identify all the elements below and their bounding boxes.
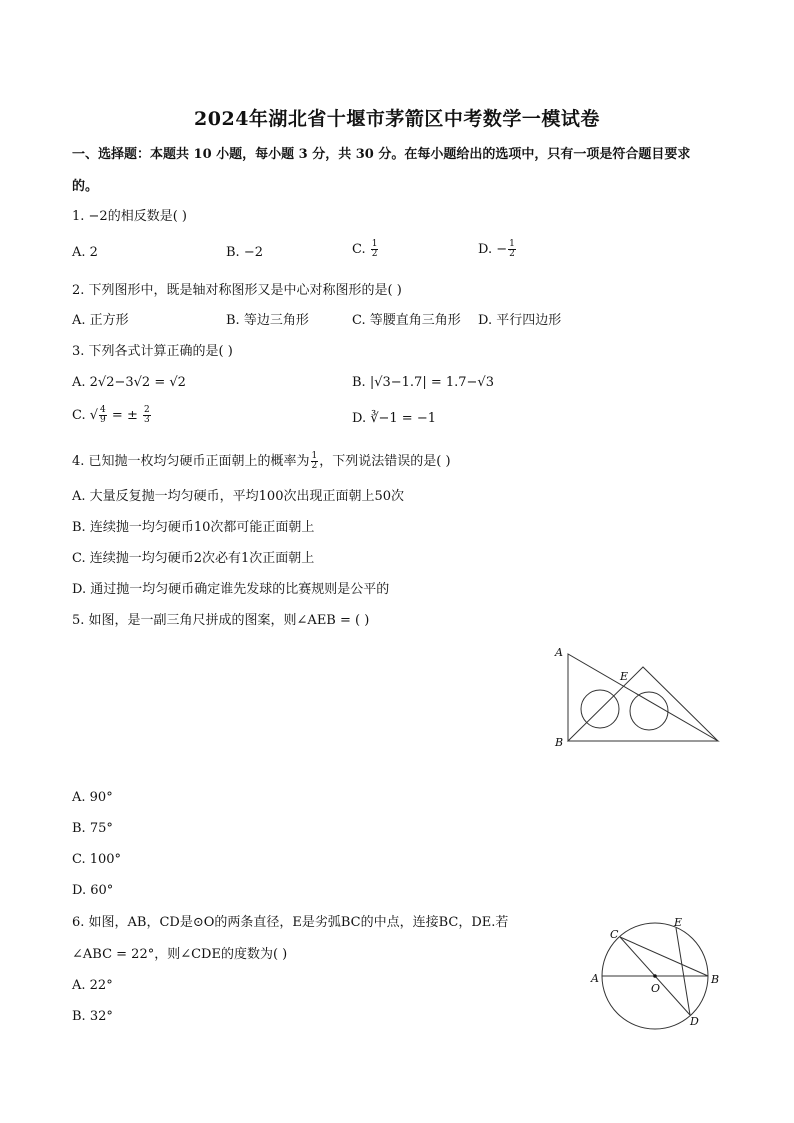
q3-option-c-eq: = ±: [107, 408, 142, 423]
q1-option-c-fraction: [371, 240, 379, 259]
label-e: E: [620, 670, 629, 683]
q1-option-d-prefix: D. −: [478, 242, 508, 257]
frac-denominator: 2: [311, 461, 318, 471]
q3-option-a: A. 2√2−3√2 = √2: [72, 375, 186, 390]
q5-option-d: D. 60°: [72, 883, 114, 898]
label-b: B: [711, 973, 720, 986]
q2-option-b: B. 等边三角形: [226, 313, 309, 328]
q4-stem-post: ，下列说法错误的是( ): [319, 454, 451, 469]
q1-option-b: B. −2: [226, 245, 263, 260]
q3-option-b: B. |√3−1.7| = 1.7−√3: [352, 375, 494, 390]
q4-option-b: B. 连续抛一均匀硬币10次都可能正面朝上: [72, 520, 315, 535]
q1-option-d: [478, 240, 517, 259]
q6-option-a: A. 22°: [72, 978, 113, 993]
triangle-hole-right: [630, 692, 668, 730]
label-a: A: [591, 972, 599, 985]
label-c: C: [610, 928, 619, 941]
frac-numerator: 2: [143, 405, 150, 415]
center-point: [653, 974, 657, 978]
frac-numerator: 1: [371, 239, 378, 249]
q2-option-c: C. 等腰直角三角形: [352, 313, 461, 328]
label-b: B: [555, 736, 564, 749]
frac-denominator: 3: [143, 415, 150, 425]
frac-denominator: 2: [371, 249, 378, 259]
label-e: E: [674, 916, 683, 929]
q6-stem-line1: 6. 如图，AB，CD是⊙O的两条直径，E是劣弧BC的中点，连接BC，DE.若: [72, 915, 509, 930]
q1-option-c-prefix: C.: [352, 242, 370, 257]
label-d: D: [690, 1015, 699, 1028]
q6-option-b: B. 32°: [72, 1009, 113, 1024]
q5-option-b: B. 75°: [72, 821, 113, 836]
frac-numerator: 4: [100, 405, 106, 415]
exam-title: 2024年湖北省十堰市茅箭区中考数学一模试卷: [194, 108, 600, 130]
q3-stem: 3. 下列各式计算正确的是( ): [72, 344, 233, 359]
q1-option-a: A. 2: [72, 245, 98, 260]
q5-option-a: A. 90°: [72, 790, 113, 805]
q2-option-d: D. 平行四边形: [478, 313, 562, 328]
frac-denominator: 9: [100, 415, 106, 425]
q1-option-d-fraction: [508, 240, 516, 259]
q4-stem-fraction: [311, 452, 319, 471]
right-triangle-45: [568, 667, 718, 741]
q5-stem: 5. 如图，是一副三角尺拼成的图案，则∠AEB = ( ): [72, 613, 370, 628]
frac-numerator: 1: [311, 451, 318, 461]
label-o: O: [651, 982, 661, 995]
q3-option-c: [72, 406, 152, 425]
q6-stem-line2: ∠ABC = 22°，则∠CDE的度数为( ): [72, 947, 288, 962]
q4-stem: [72, 452, 451, 471]
q3-option-d: D. ∛−1 = −1: [352, 411, 436, 426]
q4-stem-pre: 4. 已知抛一枚均匀硬币正面朝上的概率为: [72, 454, 310, 469]
q3-option-c-prefix: C.: [72, 408, 90, 423]
sqrt-sign: √: [89, 408, 99, 423]
q4-option-a: A. 大量反复抛一均匀硬币，平均100次出现正面朝上50次: [72, 489, 405, 504]
section-header-line1: 一、选择题：本题共 10 小题，每小题 3 分，共 30 分。在每小题给出的选项中，只有一项是符合题目要求: [72, 147, 691, 162]
q5-option-c: C. 100°: [72, 852, 122, 867]
label-a: A: [555, 646, 563, 659]
q1-stem: 1. −2的相反数是( ): [72, 209, 187, 224]
q2-option-a: A. 正方形: [72, 313, 129, 328]
q1-option-c: [352, 240, 379, 259]
section-header-line2: 的。: [72, 179, 99, 194]
q3-option-c-fraction: [143, 406, 151, 425]
q4-option-c: C. 连续抛一均匀硬币2次必有1次正面朝上: [72, 551, 315, 566]
q6-circle-figure: [582, 912, 727, 1034]
frac-denominator: 2: [509, 249, 515, 259]
q4-option-d: D. 通过抛一均匀硬币确定谁先发球的比赛规则是公平的: [72, 582, 390, 597]
q3-option-c-radicand: [99, 406, 107, 425]
frac-numerator: 1: [509, 239, 515, 249]
chord-bc: [620, 937, 708, 976]
q2-stem: 2. 下列图形中，既是轴对称图形又是中心对称图形的是( ): [72, 283, 402, 298]
q5-triangle-figure: [548, 640, 728, 755]
